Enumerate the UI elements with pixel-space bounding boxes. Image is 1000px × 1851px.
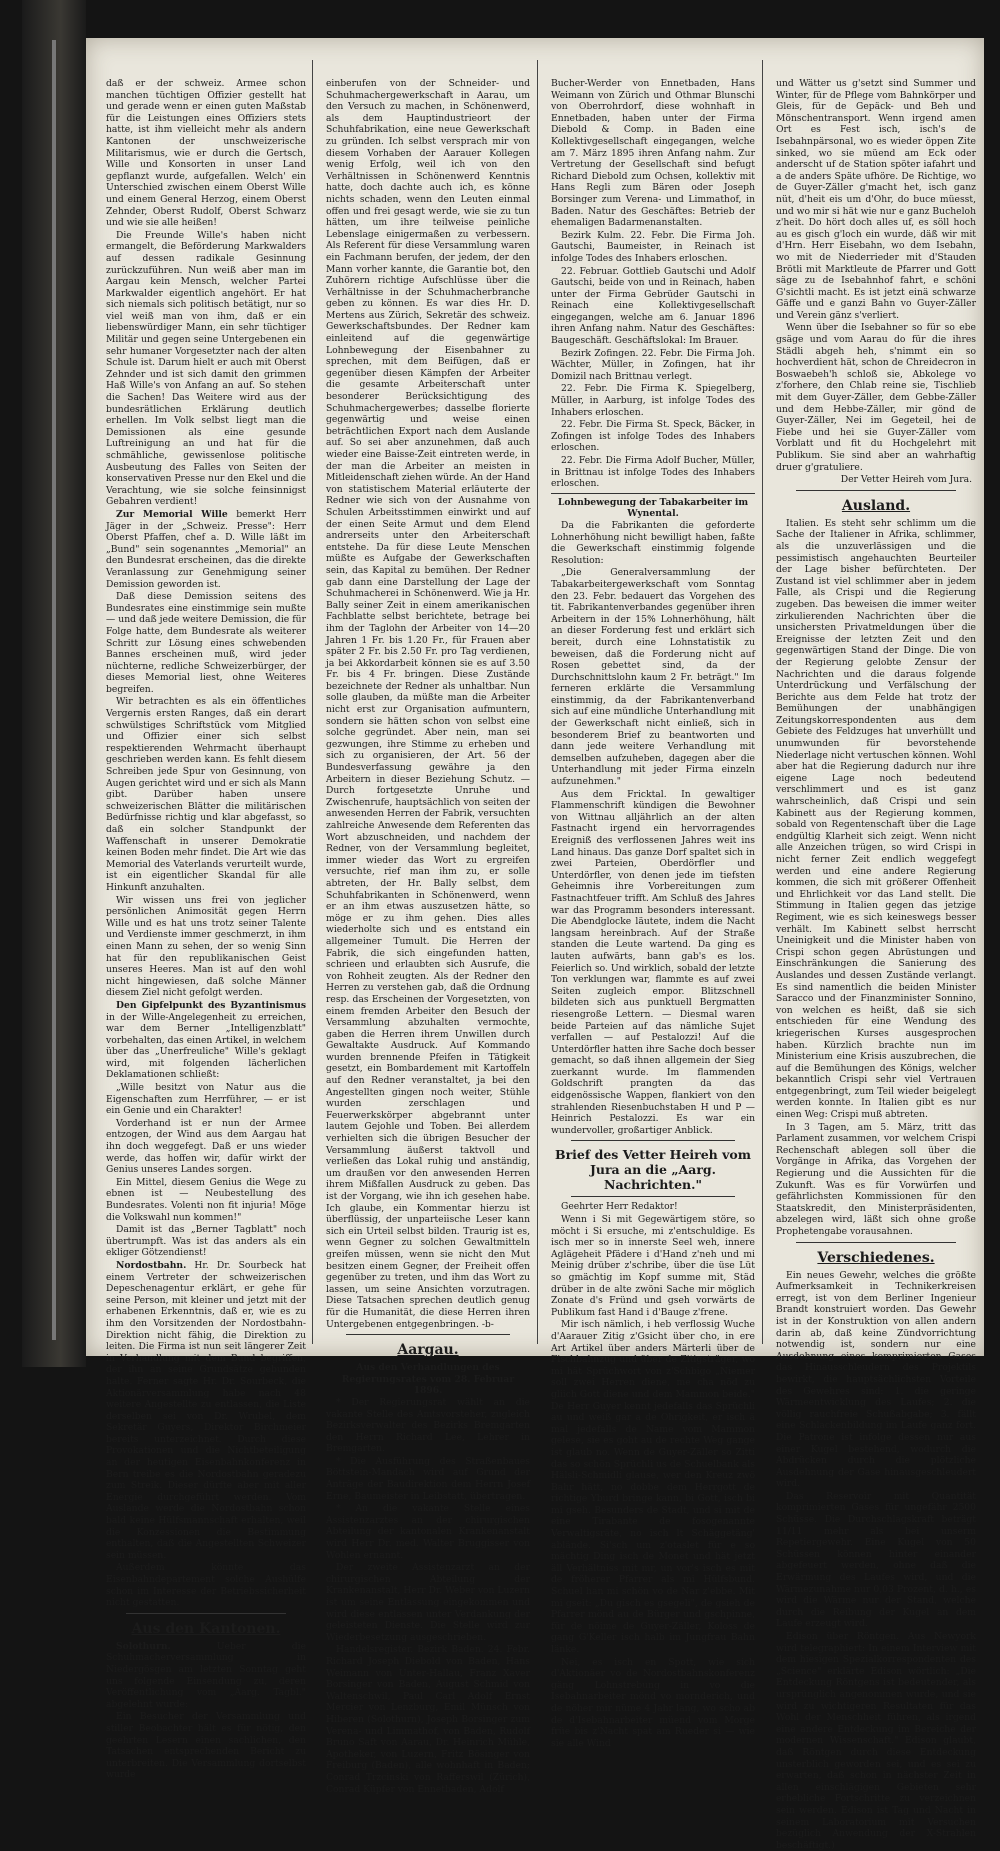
paragraph: Handelsregister. Bezirk Baden. 24. Febr. Richard Joseph Diebold von Baden, Hans Weimann von Unter-Hallau, Franz Xaver Borsinger von Baden, August Schmid von Waltenschwil, Paul Carl Adolf Ernst Mercier von Lenzburg, Emil Münsch von Hiberen (Solothurn), Joseph Borsinger zum Verena- und Limmathof, von Baden, Rudolf Bruno Saft von Aarau, Dr. Heinrich Mühle, Apotheker, von Luzern, Fritz Bösinger von Freiburg (Baden), alle wohnhaft in Baden; Conrad Trzcinski von Rafferswil (Zürich), Conrad Küpfer von Ennetbaden, Adolf (326, 1644, 530, 1795)
divider (346, 1334, 510, 1335)
paragraph: * Der Regierungsrat wählt an die vakante Stelle des Amtsvorsteher, zugleich Bezirksverwalter des Bezirks Bremgarten den Herrn Richard Lee, Lehrer in Bremgarten. (326, 1396, 530, 1455)
subsection-title: Aus den Verhandlungen des Regierungsrates vom 28. Februar 1896. (341, 1362, 515, 1397)
paragraph: Wenn über die Isebahner so für so ebe gsäge und vom Aarau do für die ihres Städli abgeh heh, s'nimmt ein so hochverdient hät, schon de Chreidecron in Boswaebeh'h schloß sie, Abkolege vo z'forhere, den Chlab reine sie, Tischlieb mit dem Guyer-Zäller, dem Gebbe-Zäller und dem Hebbe-Zäller, mir gönd de Guyer-Zäller, Nei im Gegeteil, hei de Fiebe und hei sie Guyer-Zäller vom Vorblatt und fit du Hochgelehrt mit Publikum. Sie sind aber an wahrhaftig druer g'gratuliere. (776, 322, 976, 473)
section-title: Ausland. (841, 497, 911, 514)
column-3 (551, 78, 755, 1749)
paragraph: Der zweite Assistenzarzt an der chirurgischen Abteilung der Krankenanstalt, Herr Dr. Weber von Luzern ist um seine Entlassung eingekommen und wird diese entlassen unter Verdankung der geleisteten Dienste. Die Stelle wird zur Wiederbesetzung ausgeschrieben. (326, 1562, 530, 1643)
divider (551, 493, 755, 494)
paragraph: Damit ist das „Berner Tagblatt" noch übertrumpft. Was ist das anders als ein ekliger Götzendienst! (106, 1224, 306, 1259)
salutation: Geehrter Herr Redaktor! (561, 1201, 678, 1213)
paragraph: Wenn i Si mit Gegewärtigem störe, so möcht i Si ersuche, mi z'entschuldige. Es isch mer so in innerste Seel weh, innere Aglägeheit Pfädere i d'Hand z'neh und mi Meinig drüber z'schribe, über die üse Lüt so gmächtig im Kopf summe mit, Städ drüber in de alte zwöni Sache mir möglich Zonate d's Fründ und gseh vorwärts de Publikum fast Hand i d'Bauge z'frene. (551, 1214, 755, 1318)
divider (126, 1613, 286, 1614)
column-rule (537, 60, 538, 1344)
column-4 (776, 78, 976, 1851)
paragraph: Mir isch nämlich, i heb verflossig Wuche d'Aarauer Zitig z'Gsicht über cho, in ere Art Artikel über anders Märterli über de Fischbahnzug und über de Zitigsträger, wo mi hät Sprüchwort von z'Schbigo „Niemer soll zwei Herren diene, me cha nöd zu gliich Gott diene und dem Mammon beide." De Herr Guyer kennt jedefalls das Sprüchli au und weiß gar a de Ohrigkeit, er isch ä mal jedefalls de Name vom Mammon gelese, sie es goht au de rechte Weg gange ist glaub no. Wenn de Guyer-Zäller so Zitti das so schön Sprüchli us de Schuelbank als Hälsli-Schmidli glause, wer den Kreuz zwö Bahr hätt, no dobbe dem Herrgott de richtige Yburd bringe kann, bi Gott, isch bi mi gseh. Besunders de Stadt, und si mit de eine Tirabante de fosogenannte Verwaltigsräte, no isch lt Schäggetäng' ablände. Si'sch um z'otaslet für e so mächtig Ding isch de Monet und hät jetzt äll Verhältniss mit mr, un vor's isch es mit de fröherer Pfarrer als mi Hülfsbund. Schuel han mi schön vo de Nar z'ebbe. Mit mi gseit: „Du gisch es gsegeli", de gsieh de Pfarrer mönd au de Bürger und gschpinne, für de nöime de Guyer-Zäller, Koloss de gang G'Keller isch halb im Jungfrau Bahn länke. (551, 1319, 755, 1655)
paragraph: Ueber die Schuhmacherversammlung in Niedergösgen am letzten Sonntag geht uns folgende Einsendung zu, deren Veröffentlichung vom „Aarg. Tagbl." abgelehnt wurde: (106, 1640, 306, 1710)
column-1 (106, 78, 306, 1781)
divider (796, 490, 956, 491)
paragraph: Nei, es isch en Spott, wie sich d'Aktionäer vo de Nordostbahnskonferenz gäng Lohnstrebung in vo die Isebahnarbeiter mönd vo mornderich, und de nöher mir nüme 4 Jahr lang, wo scho ab de d'Isebahnarbeiter müend vom Morge früe bis z'Nacht spat am Rueder si — wie sie alle Wind (551, 1656, 755, 1749)
paragraph: 22. Febr. Die Firma Adolf Bucher, Müller, in Brittnau ist infolge Todes des Inhabers erloschen. (551, 455, 755, 490)
paragraph: Das Reservoir mit Quantität komprimierten Gases für ungefähr 2500 Schüsse. Die Durchschlagskraft beträgt 11/11 mehr als bei unserm Repetiergewehr. Eine Kugel von 50 Schüssen können hinter einander abgefeuert werden, ohne daß die Erwärmung des Laufes wird, und die Wärmezunahme nur 0,03 Prozent, d. h., es wird die Wärme nur der Stand, welche durch die Reibung der Kugel an dem Laufe erzeugt wird. (776, 1490, 976, 1630)
paragraph: Bezirk Zofingen. 22. Febr. Die Firma Joh. Wächter, Müller, in Zofingen, hat ihr Domizil nach Brittnau verlegt. (551, 347, 755, 382)
paragraph: 22. Febr. Die Firma K. Spiegelberg, Müller, in Aarburg, ist infolge Todes des Inhabers erloschen. (551, 383, 755, 418)
paragraph: Die Freunde Wille's haben nicht ermangelt, die Beförderung Markwalders auf dessen radikale Gesinnung zurückzuführen. Nun weiß aber man im Aargau kein Mensch, welcher Partei Markwalder eigentlich angehört. Er hat sich niemals sich politisch betätigt, nur so viel weiß man von ihm, daß er ein liebenswürdiger Mann, ein sehr tüchtiger Militär und gegen seine Untergebenen ein sehr humaner Vorgesetzter nach der alten Schule ist. Darum hielt er auch mit Oberst Zehnder und ist sich damit den grimmen Haß Wille's von Anfang an auf. So stehen die Sachen! Das Weitere wird aus der bundesrätlichen Erklärung deutlich erhellen. Im Volk selbst liegt man die Demissionen als eine gesunde Luftreinigung an und hat für die schmähliche, gewissenlose politische Ausbeutung des Falles von Seiten der konservativen Presse nur den Ekel und die Verachtung, wie sie solche feinsinnigst Gebahren verdient! (106, 229, 306, 508)
section-heading: Den Gipfelpunkt des Byzantinismus (116, 999, 306, 1011)
paragraph: Ein Besucher der Versammlung und stiller Beobachter hält es für nötig, den geehrten Lesern einen sachlichen, den Tatsachen entsprechenden Bericht zu unterbreiten. Die Versammlung dortselbst wurde (106, 1711, 306, 1781)
column-2 (326, 78, 530, 1795)
paragraph: und Wätter us g'setzt sind Summer und Winter, für de Pflege vom Bahnkörper und Gleis, für de Gepäck- und Beh und Mönschentransport. Wenn irgend amen Ort es Fest isch, isch's de Isebahnpärsonal, wo es wieder öppen Zite sinked, wo sie müend am Eck oder anderscht uf de Station spöter iafahrt und a de anders Späte ufhöre. De Richtige, wo de Guyer-Zäller g'macht het, isch ganz nüt, d'heit eis um d'Ohr, do buce müesst, und wo mir si hät wie nur e ganz Bucheloh z'heit. Do hört doch alles uf, es söll hoch au es gisch g'loch ein wurde, däß wir mit d'Hrn. Herr Eisebahn, wo dem Isebahn, wo mit de Niederrieder mit d'Stauden Brötli mit Marktleute de Pfarrer und Gott säge zu de Isebahnhof fahrt, e schöni G'sichtli macht. Es ist jetzt einä schwarze Gäffe und e ganzi Bahn vo Guyer-Zäller und Verein gänz s'verliert. (776, 78, 976, 321)
section-title: Aus den Kantonen. (131, 1620, 281, 1637)
paragraph: Wir wissen uns frei von jeglicher persönlichen Animosität gegen Herrn Wille und es hat uns trotz seiner Talente und Verdienste immer geschmerzt, in ihm einen Mann zu sehen, der so wenig Sinn hat für den republikanischen Geist unseres Heeres. Man ist auf den wohl nicht hingewiesen, daß solche Männer diesem Ziel nicht gefolgt werden. (106, 894, 306, 999)
paragraph: Außerdem könnte das Eisenbahndepartement solche Aushülfe schon im Interesse der Betriebssicherheit nicht gestatten. (106, 1562, 306, 1609)
section-heading: Solothurn. (116, 1640, 171, 1652)
paragraph: Da die Fabrikanten die geforderte Lohnerhöhung nicht bewilligt haben, faßte die Gewerkschaft einstimmig folgende Resolution: (551, 519, 755, 566)
paragraph: Ein neues Gewehr, welches die größte Aufmerksamkeit in Technikerkreisen erregt, ist von dem Berliner Ingenieur Brandt konstruiert worden. Das Gewehr ist in der Konstruktion von allen andern darin ab, daß keine Zündvorrichtung notwendig ist, sondern nur eine Ausdehnung eines komprimierten Gases das Hinausschleudern des Projektils bewirkt, die hauptsächlichsten Vorteile des Gewehres sind: 1. die geringe Wärmeentwicklung des Laufes; 2. die völlig rauchfreie Schußabgabe; 3. fällt eine Schlackenbildung im Laufe ganz fort. Die Patrone ist infolge dessen nur aus einer Kugel bestehend, wodurch die Abdrücken durch die plötzliche Ausdehnung der Gase hinausgeschleudert wird. (776, 1269, 976, 1490)
film-edge-line (52, 40, 56, 1340)
paragraph: 22. Februar. Gottlieb Gautschi und Adolf Gautschi, beide von und in Reinach, haben unter der Firma Gebrüder Gautschi in Reinach eine Kollektivgesellschaft eingegangen, welche am 6. Januar 1896 ihren Anfang nahm. Natur des Geschäftes: Baugeschäft. Geschäftslokal: Im Brauer. (551, 265, 755, 347)
paragraph: in der Wille-Angelegenheit zu erreichen, war dem Berner „Intelligenzblatt" vorbehalten, das einen Artikel, in welchem über das „Unerfreuliche" Wille's geklagt wird, mit folgenden lächerlichen Deklamationen schließt: (106, 1011, 306, 1081)
paragraph: Aus dem Fricktal. In gewaltiger Flammenschrift kündigen die Bewohner von Wittnau alljährlich an der alten Fastnacht irgend ein hervorragendes Ereigniß des verflossenen Jahres weit ins Land hinaus. Das ganze Dorf spaltet sich in zwei Parteien, Oberdörfler und Unterdörfler, von denen jede im tiefsten Geheimnis ihre Vorbereitungen zum Fastnachtfeuer trifft. Am Schluß des Jahres war das Programm besonders interessant. Die Abendglocke läutete, indem die Nacht langsam hereinbrach. Auf der Straße standen die Leute wartend. Da ging es lauten aufwärts, bann gab's es los. Feierlich so. Und wirklich, sobald der letzte Ton verklungen war, flammte es auf zwei Seiten zugleich empor. Blitzschnell bildeten sich aus punktuell Bergmatten riesengroße Lettern. — Diesmal waren beide Parteien auf das nämliche Sujet verfallen — auf Pestalozzi! Auf die Unterdörfler hatten ihre Sache doch besser gemacht, so daß ihnen allgemein der Sieg zuerkannt wurde. Im flammenden Goldschrift prangten da das eidgenössische Wappen, flankiert von den strahlenden Riesenbuchstaben H und P — Heinrich Pestalozzi. Es war ein wundervoller, großartiger Anblick. (551, 788, 755, 1136)
section-heading: Nordostbahn. (116, 1259, 187, 1271)
signature: Der Vetter Heireh vom Jura. (840, 474, 972, 486)
paragraph: Italien. Es steht sehr schlimm um die Sache der Italiener in Afrika, schlimmer, als die unzuverlässigen und die pessimistisch angehauchten Beurteiler der Lage bisher befürchteten. Der Zustand ist viel schlimmer aber in jedem Falle, als Crispi und die Regierung zugeben. Das beweisen die immer weiter zirkulierenden Nachrichten über die unsichersten Privatmeldungen über die Ereignisse der letzten Zeit und den gegenwärtigen Stand der Dinge. Die von der Regierung gelobte Zensur der Nachrichten und die daraus folgende Unterdrückung und Verfälschung der Berichte aus dem Felde hat trotz der Bemühungen der unabhängigen Zeitungskorrespondenten aus dem Gebiete des Feldzuges hat unverhüllt und unumwunden für bevorstehende Niederlage nicht vertuschen können. Wohl aber hat die Regierung dadurch nur ihre eigene Lage noch bedeutend verschlimmert und es ist ganz wahrscheinlich, daß Crispi und sein Kabinett aus der Regierung kommen, sobald von Regentenschaft über die Lage endgültig Klarheit sich zeigt. Wenn nicht alle Anzeichen trügen, so wird Crispi in nicht ferner Zeit endlich weggefegt werden und eine andere Regierung kommen, die sich mit größerer Offenheit und Ehrlichkeit vor das Land stellt. Die Stimmung in Italien gegen das jetzige Regiment, wie es sich keineswegs besser verhält. Im Kabinett selbst herrscht Uneinigkeit und die Minister haben von Crispi schon gegen Abrüstungen und Einschränkungen die Sanierung des Auslandes und dessen Zustände verlangt. Es sind namentlich die beiden Minister Saracco und der Finanzminister Sonnino, von welchen es heißt, daß sie sich entschieden für eine Wendung des kriegerischen Kurses ausgesprochen haben. Kürzlich brachte nun im Ministerium eine Krisis auszubrechen, die auf die Bemühungen des Königs, welcher bekanntlich Crispi sehr viel Vertrauen entgegenbringt, zum Teil wieder beigelegt werden konnte. In Italien gibt es nur einen Weg: Crispi muß abtreten. (776, 517, 976, 1121)
paragraph: Edison über Röntgen. Aus Newyork wird telegraphiert: In einem Interview mit dem hiesigen Spezialkorrespondenten des „Science" erklärte Edison wörtlich: „Die Entdeckung Röntgens ist bedeutender, als ursprünglich angenommen wurde, und sie wird zu wichtigeren Resultaten für das Wohl der Menschheit führen, als irgend eine andere Entdeckung im Bereiche der modernen Wissenschaft." Edison glaubt, daß Röntgen durch diese Entdeckung unsterblich geworden sei, und es sei zu erwarten, daß schon in nächster Zeit in allen einschlägigen Gebieten sehr erhebliche Fortschritte zu verzeichnen sein werden. Edison ist Tag und Nacht in seinem Laboratorium mit Versuchen bezüglich Anwendung der X-Strahlen beschäftigt.) (776, 1631, 976, 1851)
column-rule (762, 60, 763, 1344)
paragraph: Bezirk Kulm. 22. Febr. Die Firma Joh. Gautschi, Baumeister, in Reinach ist infolge Todes des Inhabers erloschen. (551, 229, 755, 264)
paragraph: * An die vakante Stelle eines Assistenzarztes an der chirurgischen Abteilung der kantonalen Krankenanstalt wird Herr Dr. med. Walter Bruggisser von Wohlen ernannt. (326, 1503, 530, 1561)
divider (796, 1242, 956, 1243)
section-heading: Zur Memorial Wille (116, 508, 228, 520)
paragraph: Wir betrachten es als ein öffentliches Vergernis ersten Ranges, daß ein derart schwülstiges Schriftstück vom Mitglied und Offizier einer sich selbst respektierenden Wehrmacht überhaupt geschrieben werden kann. Es fehlt diesem Schreiben jede Spur von Gesinnung, von Augen gerichtet wird und er sich als Mann gibt. Darüber haben unsere schweizerischen Blätter die militärischen Bedürfnisse richtig und klar abgefasst, so daß ein solcher Standpunkt der Waffenschaft in unserer Demokratie keinen Boden mehr findet. Die Art wie das Memorial des Vaterlands verurteilt wurde, ist ein eigentlicher Skandal für alle Hinkunft anzuhalten. (106, 696, 306, 893)
paragraph: In 3 Tagen, am 5. März, tritt das Parlament zusammen, vor welchem Crispi Rechenschaft ablegen soll über die Vorgänge in Afrika, das Vorgehen der Regierung und die Aussichten für die Zukunft. Was es für Vorwürfen und gefährlichsten Kommissionen für den Staatskredit, den Ministerpräsidenten, abzelegen wird, läßt sich ohne große Prophetengabe vorausahnen. (776, 1121, 976, 1237)
paragraph: daß er der schweiz. Armee schon manchen tüchtigen Offizier gestellt hat und gerade wenn er einen guten Maßstab für die Leistungen eines Offiziers stets hatte, ist ihm vielleicht mehr als andern Kantonen der unschweizerische Militarismus, wie er durch die Gertsch, Wille und Konsorten in unser Land gepflanzt wurde, aufgefallen. Welch' ein Unterschied zwischen einem Oberst Wille und einem General Herzog, einem Oberst Zehnder, Oberst Rudolf, Oberst Schwarz und wie sie alle heißen! (106, 78, 306, 229)
paragraph: 22. Febr. Die Firma St. Speck, Bäcker, in Zofingen ist infolge Todes des Inhabers erloschen. (551, 419, 755, 454)
quote: Ein Mittel, diesem Genius die Wege zu ebnen ist — Neubestellung des Bundesrates. Volenti non fit injuria! Möge die Volkswahl nun kommen!" (106, 1176, 306, 1223)
subsection-title: Lohnbewegung der Tabakarbeiter im Wynental. (557, 496, 749, 520)
quote: „Wille besitzt von Natur aus die Eigenschaften zum Herrführer, — er ist ein Genie und ein Charakter! (106, 1082, 306, 1117)
quote: Vorderhand ist er nun der Armee entzogen, der Wind aus dem Aargau hat ihn doch weggefegt. Daß er uns wieder werde, das hoffen wir, dafür wirkt der Genius unseres Landes sorgen. (106, 1117, 306, 1176)
paragraph: bemerkt Herr Jäger in der „Schweiz. Presse": Herr Oberst Pfaffen, chef a. D. Wille läßt im „Bund" sein sogenanntes „Memorial" an den Bundesrat erscheinen, das die direkte Veranlassung zur Genehmigung seiner Demission geworden ist. (106, 508, 306, 590)
divider (571, 1140, 735, 1141)
paragraph: einberufen von der Schneider- und Schuhmachergewerkschaft in Aarau, um den Versuch zu machen, in Schönenwerd, als dem Hauptindustrieort der Schuhfabrikation, eine neue Gewerkschaft zu gründen. Ich selbst versprach mir von diesem Vorhaben der Aarauer Kollegen wenig Erfolg, weil ich von den Verhältnissen in Schönenwerd Kenntnis hatte, doch dachte auch ich, es könne nichts schaden, wenn den Leuten einmal offen und frei gesagt werde, wie sie zu tun hätten, um ihre teilweise peinliche Lebenslage einigermaßen zu verbessern. Als Referent für diese Versammlung waren ein Fachmann berufen, der jedem, der den Mann vorher kannte, die Garantie bot, den Zuhörern richtige Aufschlüsse über die Verhältnisse in der Schuhmacherbranche geben zu können. Es war dies Hr. D. Mertens aus Zürich, Sekretär des schweiz. Gewerkschaftsbundes. Der Redner kam einleitend auf die gegenwärtige Lohnbewegung der Eisenbahner zu sprechen, mit dem Beifügen, daß er gegenüber diesen Kämpfen der Arbeiter die gesamte Arbeiterschaft unter besonderer Berücksichtigung des Schuhmachergewerbes; dasselbe florierte gegenwärtig und weise einen beträchtlichen Export nach dem Auslande auf. So sei aber anzunehmen, daß auch wieder eine Baisse-Zeit eintreten werde, in der man die Arbeiter an meisten in Mitleidenschaft ziehen würde. An der Hand von statistischem Material erläuterte der Redner wie sich von der Ausnahme von Schulen Arbeitsstimmen einwirkt und auf der einen Seite Armut und dem Elend andrerseits unter den Arbeiterschaft entstehe. Da für diese Leute Menschen müßte es Aufgabe der Gewerkschaften sein, das Kapital zu bemühen. Der Redner gab dann eine Darstellung der Lage der Schuhmacherei in Schönenwerd. Wie ja Hr. Bally seiner Zeit in einem amerikanischen Fachblatte selbst berichtete, betrage bei ihm der Taglohn der Arbeiter von 14—20 Jahren 1 Fr. bis 1.20 Fr., für Frauen aber später 2 Fr. bis 2.50 Fr. pro Tag verdienen, ja bei Akkordarbeit können sie es auf 3.50 Fr. bis 4 Fr. bringen. Diese Zustände bezeichnete der Redner als unhaltbar. Nun solle glauben, da müßte man die Arbeiter nicht erst zur Organisation aufmuntern, sondern sie hätten schon von selbst eine solche gegründet. Aber nein, man sei gezwungen, ihre Stimme zu erheben und sich zu organisieren, der Art. 56 der Bundesverfassung gewähre ja den Arbeitern in dieser Beziehung Schutz. — Durch fortgesetzte Unruhe und Zwischenrufe, hauptsächlich von seiten der anwesenden Herren der Fabrik, versuchten zahlreiche Anwesende dem Referenten das Wort abzuschneiden, und nachdem der Redner, von der Versammlung begleitet, immer wieder das Wort zu ergreifen versuchte, rief man ihm zu, er solle abtreten, der Hr. Bally selbst, dem Schuhfabrikanten in Schönenwerd, wenn er an ihm etwas auszusetzen hätte, so möge er zu ihm gehen. Dies alles wiederholte sich und es entstand ein allgemeiner Tumult. Die Herren der Fabrik, die sich eingefunden hatten, schrieen und erlaubten sich Ausrufe, die von Rohheit zeugten. Als der Redner den Herren zu verstehen gab, daß die Ordnung resp. das Erscheinen der Vorgesetzten, von einem fremden Arbeiter den Besuch der Versammlung abzuhalten vermochte, gaben die Herren ihrem Unwillen durch Gewaltakte Ausdruck. Auf Kommando wurden brennende Pfeifen in Tätigkeit gesetzt, ein Bombardement mit Kartoffeln auf den Redner veranstaltet, ja bei den Angestellten gingen noch weiter, Stühle wurden zerschlagen und Feuerwerkskörper abgebrannt unter lautem Gejohle und Toben. Bei allerdem verhielten sich die übrigen Besucher der Versammlung äußerst taktvoll und verließen das Lokal ruhig und anständig, um draußen vor den anwesenden Herren ihrem Mißfallen Ausdruck zu geben. Das ist der Vorgang, wie ihn ich gesehen habe. Ich glaube, ein Kommentar hierzu ist überflüssig, der unparteiische Leser kann sich ein Urteil selbst bilden. Traurig ist es, wenn Gegner zu solchen Gewaltmitteln greifen müssen, wenn sie nicht den Mut besitzen einem Gegner, der Freiheit offen gegenüber zu treten, und ihm das Wort zu lassen, um seine Ansichten vorzutragen. Diese Tatsachen sprechen deutlich genug für die Humanität, die diese Herren ihren Untergebenen entgegenbringen. -b- (326, 78, 530, 1330)
paragraph: Daß diese Demission seitens des Bundesrates eine einstimmige sein mußte — und daß jede weitere Demission, die für Folge hatte, dem Bundesrate als weiterer Schritt zur Lösung eines schwebenden Bannes erscheinen muß, wird jeder nüchterne, redliche Schweizerbürger, der dieses Memorial liest, ohne Weiteres begreifen. (106, 591, 306, 695)
section-title: Aargau. (397, 1342, 459, 1359)
column-rule (312, 60, 313, 1344)
paragraph: Hr. Dr. Sourbeck hat einem Vertreter der schweizerischen Depeschenagentur erklärt, er gehe für seine Person, mit kleiner und jetzt mit der erhabenen Erkenntnis, daß er, wie es zu ihm den Vorsitzenden der Nordostbahn-Direktion nicht fähig, die Direktion zu leiten. Die Firma ist nun seit längerer Zeit in Verhandlung mit dem Bund begriffen, der ihn an seine Grundsätze gebunden halte. Ferner sagte Hr. Dr. Sourbeck, die Aktionärversammlung habe nach 48 weitere Angestellte zu entlassen, die Liste derselben sei von Dr. Wrubel, dem Sekretär Guyers, Direktor Birchmeier bereits unterzeichnet. Durch diese Provokationen und die Nichtbeteiligung an der heutigen Eisenbahnkonferenz in Bern treibe es die Nordostbahn geradezu zum Streik. Dieser dürfte aber mit aller Energie durchgeführt werden. Vom Auslande werde die Nordostbahn schon bald keine Hülfsmannschaft erhalten, weil die Konzessionen die Bestimmung enthalten, daß die Angestellten Schweizer sein müssen. (106, 1259, 306, 1561)
paragraph: „Die Generalversammlung der Tabakarbeitergewerkschaft vom Sonntag den 23. Febr. bedauert das Vorgehen des tit. Fabrikantenverbandes gegenüber ihren Arbeitern in der 15% Lohnerhöhung, hält an dieser Forderung fest und erklärt sich bereit, durch eine Lohnstatistik zu beweisen, daß die Forderung nicht auf Rosen gebettet sind, da der Durchschnittslohn kaum 2 Fr. beträgt." Im ferneren erklärte die Versammlung einstimmig, da der Fabrikantenverband sich auf eine mündliche Unterhandlung mit der Gewerkschaft nicht einließ, sich in besonderem Brief zu beantworten und dann jede weitere Verhandlung mit demselben aufzuheben, dagegen aber die Unterhandlung mit jeder Firma einzeln aufzunehmen." (551, 567, 755, 788)
newspaper-page (86, 38, 984, 1851)
paragraph: Bucher-Werder von Ennetbaden, Hans Weimann von Zürich und Othmar Blunschi von Oberrohrdorf, diese wohnhaft in Ennetbaden, haben unter der Firma Diebold & Comp. in Baden eine Kollektivgesellschaft eingegangen, welche am 7. März 1895 ihren Anfang nahm. Zur Vertretung der Gesellschaft sind befugt Richard Diebold zum Ochsen, kollektiv mit Hans Regli zum Bären oder Joseph Borsinger zum Verena- und Limmathof, in Baden. Natur des Geschäftes: Betrieb der ehemaligen Badarmenanstalten. (551, 78, 755, 229)
section-title: Verschiedenes. (817, 1249, 935, 1266)
section-title: Brief des Vetter Heireh vom Jura an die „Aarg. Nachrichten." (555, 1147, 751, 1193)
divider (571, 1196, 735, 1197)
paragraph: * Die Ausführung des Straßenbaues Böttstein-Mandach wird auf Grund der Anträge der Baudirektion dem Herrn Josef Erne, Baumeister in Leibstatt, übertragen. (326, 1455, 530, 1502)
